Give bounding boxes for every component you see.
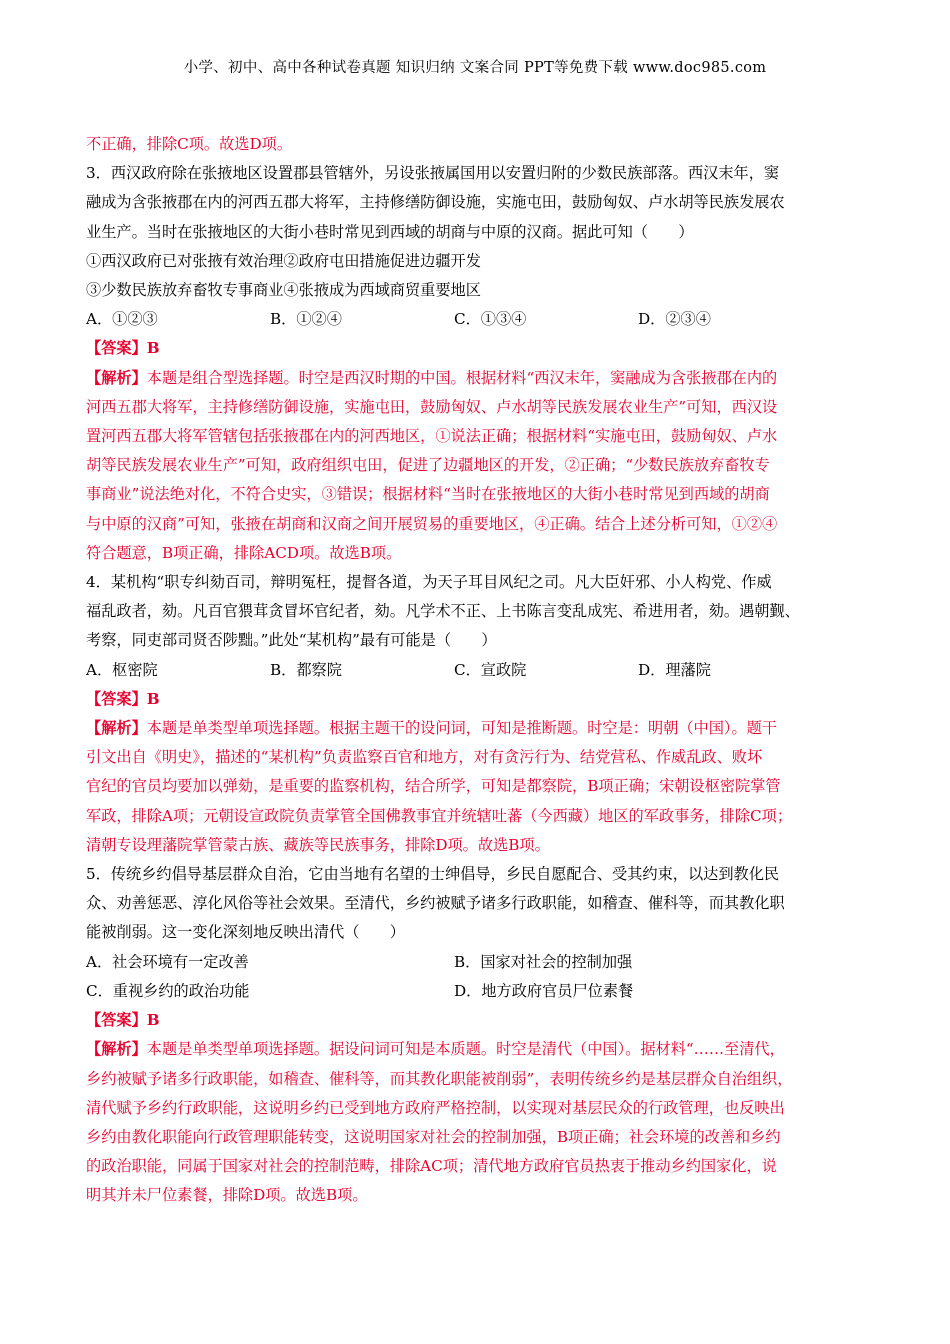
q5-analysis-first: 本题是单类型单项选择题。据设问词可知是本质题。时空是清代（中国）。据材料“……至清代，	[146, 1040, 785, 1059]
page-header: 小学、初中、高中各种试卷真题 知识归纳 文案合同 PPT等免费下载 www.doc985.com	[183, 60, 767, 76]
q5-answer: 【答案】B	[86, 1011, 160, 1030]
q5-stem-line: 5．传统乡约倡导基层群众自治，它由当地有名望的士绅倡导，乡民自愿配合、受其约束，以达到教化民	[86, 865, 780, 884]
q4-option-a: A．枢密院	[86, 660, 158, 679]
q3-analysis-tag: 【解析】	[86, 368, 147, 387]
q3-analysis-line: 河西五郡大将军，主持修缮防御设施，实施屯田，鼓励匈奴、卢水胡等民族发展农业生产”可知，西汉设	[86, 397, 778, 416]
q3-stem-line: 业生产。当时在张掖地区的大街小巷时常见到西域的胡商与中原的汉商。据此可知（ ）	[86, 222, 694, 241]
q3-analysis-line: 胡等民族发展农业生产”可知，政府组织屯田，促进了边疆地区的开发，②正确；“少数民族放弃畜牧专	[86, 456, 770, 475]
q4-stem-line: 4．某机构“职专纠劾百司，辩明冤枉，提督各道，为天子耳目风纪之司。凡大臣奸邪、小人构党、作威	[86, 573, 772, 592]
q3-analysis-line: 符合题意，B项正确，排除ACD项。故选B项。	[86, 543, 402, 562]
q5-option-c: C．重视乡约的政治功能	[86, 981, 250, 1000]
q4-analysis-line: 官纪的官员均要加以弹劾，是重要的监察机构，结合所学，可知是都察院，B项正确；宋朝设枢密院掌管	[86, 777, 781, 796]
question-3	[86, 159, 866, 568]
q3-analysis-first: 本题是组合型选择题。时空是西汉时期的中国。根据材料“西汉末年，窦融成为含张掖郡在内的	[146, 368, 778, 387]
q3-stem-line: 3．西汉政府除在张掖地区设置郡县管辖外，另设张掖属国用以安置归附的少数民族部落。西汉末年，窦	[86, 164, 780, 183]
q5-options-row-2	[86, 977, 866, 1006]
q3-answer: 【答案】B	[86, 339, 160, 358]
q4-analysis-first: 本题是单类型单项选择题。根据主题干的设问词，可知是推断题。时空是：明朝（中国）。题干	[146, 719, 778, 738]
q4-analysis-line	[86, 714, 866, 743]
q3-option-c: C．①③④	[454, 310, 527, 329]
q5-analysis-line: 明其并未尸位素餐，排除D项。故选B项。	[86, 1186, 368, 1205]
q5-option-d: D．地方政府官员尸位素餐	[454, 981, 634, 1000]
q4-analysis-line: 清朝专设理藩院掌管蒙古族、藏族等民族事务，排除D项。故选B项。	[86, 835, 550, 854]
q5-analysis-line	[86, 1035, 866, 1064]
q4-analysis-line: 引文出自《明史》，描述的“某机构”负责监察百官和地方，对有贪污行为、结党营私、作威乱政、败坏	[86, 748, 763, 767]
q3-analysis-line	[86, 364, 866, 393]
q5-options-row-1	[86, 948, 866, 977]
q3-option-d: D．②③④	[638, 310, 711, 329]
q5-stem-line: 众、劝善惩恶、淳化风俗等社会效果。至清代，乡约被赋予诸多行政职能，如稽查、催科等，而其教化职	[86, 894, 785, 913]
q5-analysis-line: 清代赋予乡约行政职能，这说明乡约已受到地方政府严格控制，以实现对基层民众的行政管理，也反映出	[86, 1098, 785, 1117]
q5-option-b: B．国家对社会的控制加强	[454, 952, 633, 971]
q5-option-a: A．社会环境有一定改善	[86, 952, 249, 971]
q5-stem-line: 能被削弱。这一变化深刻地反映出清代（ ）	[86, 923, 405, 942]
question-5	[86, 860, 866, 1210]
q3-statement-line: ①西汉政府已对张掖有效治理②政府屯田措施促进边疆开发	[86, 251, 481, 270]
q4-analysis-line: 军政，排除A项；元朝设宣政院负责掌管全国佛教事宜并统辖吐蕃（今西藏）地区的军政事务，排除C项；	[86, 806, 793, 825]
q4-option-d: D．理藩院	[638, 660, 711, 679]
question-4	[86, 568, 866, 860]
q5-analysis-line: 乡约由教化职能向行政管理职能转变，这说明国家对社会的控制加强，B项正确；社会环境的改善和乡约	[86, 1127, 781, 1146]
q3-option-b: B．①②④	[270, 310, 342, 329]
q4-stem-line: 福乱政者，劾。凡百官猥茸贪冒坏官纪者，劾。凡学术不正、上书陈言变乱成宪、希进用者，劾。遇朝觐、	[86, 602, 800, 621]
q5-analysis-tag: 【解析】	[86, 1040, 147, 1059]
q4-option-c: C．宣政院	[454, 660, 527, 679]
q4-analysis-tag: 【解析】	[86, 719, 147, 738]
q3-options	[86, 305, 866, 334]
q4-stem-line: 考察，同吏部司贤否陟黜。”此处“某机构”最有可能是（ ）	[86, 631, 497, 650]
q5-analysis-line: 的政治职能，同属于国家对社会的控制范畴，排除AC项；清代地方政府官员热衷于推动乡约国家化，说	[86, 1157, 777, 1176]
q4-option-b: B．都察院	[270, 660, 342, 679]
intro-line: 不正确，排除C项。故选D项。	[86, 135, 293, 153]
q4-options	[86, 656, 866, 685]
q3-option-a: A．①②③	[86, 310, 158, 329]
document-body	[86, 130, 866, 1211]
q3-analysis-line: 置河西五郡大将军管辖包括张掖郡在内的河西地区，①说法正确；根据材料“实施屯田，鼓励匈奴、卢水	[86, 427, 778, 446]
q3-analysis-line: 与中原的汉商”可知，张掖在胡商和汉商之间开展贸易的重要地区，④正确。结合上述分析可知，①②④	[86, 514, 778, 533]
q4-answer: 【答案】B	[86, 689, 160, 708]
q3-stem-line: 融成为含张掖郡在内的河西五郡大将军，主持修缮防御设施，实施屯田，鼓励匈奴、卢水胡等民族发展农	[86, 193, 785, 212]
q3-analysis-line: 事商业”说法绝对化，不符合史实，③错误；根据材料“当时在张掖地区的大街小巷时常见到西域的胡商	[86, 485, 770, 504]
q3-statement-line: ③少数民族放弃畜牧专事商业④张掖成为西域商贸重要地区	[86, 281, 481, 300]
q5-analysis-line: 乡约被赋予诸多行政职能，如稽查、催科等，而其教化职能被削弱”，表明传统乡约是基层群众自治组织，	[86, 1069, 793, 1088]
